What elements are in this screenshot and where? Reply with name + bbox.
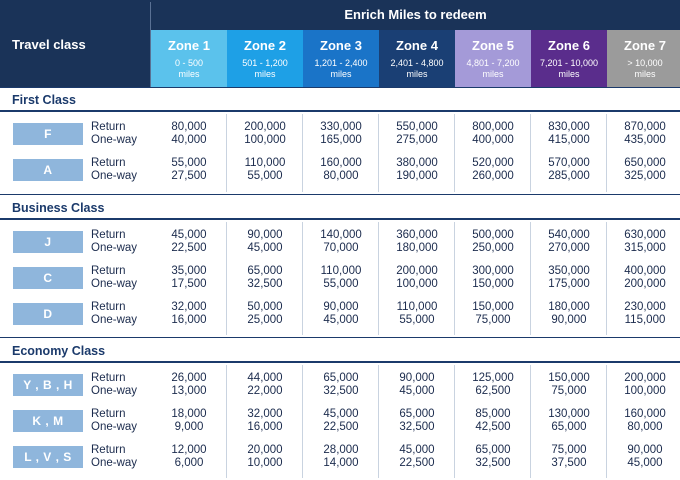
miles-cell xyxy=(227,444,303,470)
return-miles: 110,000 xyxy=(396,301,438,313)
section-divider xyxy=(0,194,680,195)
miles-cell xyxy=(379,229,455,255)
return-label: Return xyxy=(91,157,126,169)
oneway-miles: 14,000 xyxy=(323,457,359,469)
oneway-miles: 32,500 xyxy=(399,421,435,433)
return-miles: 230,000 xyxy=(624,301,666,313)
oneway-miles: 6,000 xyxy=(174,457,204,469)
return-miles: 200,000 xyxy=(624,372,666,384)
redeem-title: Enrich Miles to redeem xyxy=(344,7,487,22)
oneway-miles: 42,500 xyxy=(475,421,511,433)
miles-cell xyxy=(151,301,227,327)
oneway-label: One-way xyxy=(91,385,138,397)
oneway-miles: 275,000 xyxy=(396,134,438,146)
zone-name: Zone 7 xyxy=(624,38,666,53)
return-miles: 75,000 xyxy=(551,444,587,456)
return-miles: 20,000 xyxy=(247,444,283,456)
section-title: First Class xyxy=(12,93,76,107)
oneway-miles: 55,000 xyxy=(323,278,359,290)
trip-type-labels xyxy=(91,444,137,470)
oneway-miles: 65,000 xyxy=(551,421,587,433)
oneway-miles: 250,000 xyxy=(472,242,514,254)
booking-class-badge: F xyxy=(13,123,83,145)
zone-range: 7,201 - 10,000 xyxy=(539,58,599,68)
return-miles: 500,000 xyxy=(472,229,514,241)
zone-unit: miles xyxy=(406,69,428,79)
booking-class-badge: J xyxy=(13,231,83,253)
oneway-miles: 25,000 xyxy=(247,314,283,326)
oneway-miles: 62,500 xyxy=(475,385,511,397)
return-label: Return xyxy=(91,265,126,277)
oneway-miles: 190,000 xyxy=(396,170,438,182)
oneway-miles: 45,000 xyxy=(399,385,435,397)
return-miles: 35,000 xyxy=(171,265,207,277)
return-miles: 32,000 xyxy=(247,408,283,420)
oneway-miles: 80,000 xyxy=(323,170,359,182)
zone-unit: miles xyxy=(558,69,580,79)
return-miles: 150,000 xyxy=(472,301,514,313)
miles-cell xyxy=(607,444,680,470)
booking-class-badge: C xyxy=(13,267,83,289)
miles-cell xyxy=(303,372,379,398)
oneway-miles: 75,000 xyxy=(475,314,511,326)
oneway-miles: 285,000 xyxy=(548,170,590,182)
oneway-miles: 22,500 xyxy=(171,242,207,254)
miles-cell xyxy=(531,301,607,327)
return-miles: 85,000 xyxy=(475,408,511,420)
return-miles: 65,000 xyxy=(247,265,283,277)
return-miles: 300,000 xyxy=(472,265,514,277)
miles-cell xyxy=(303,444,379,470)
return-miles: 90,000 xyxy=(247,229,283,241)
miles-cell xyxy=(607,121,680,147)
miles-cell xyxy=(151,121,227,147)
miles-cell xyxy=(151,372,227,398)
miles-cell xyxy=(531,372,607,398)
miles-cell xyxy=(607,408,680,434)
oneway-label: One-way xyxy=(91,278,138,290)
trip-type-labels xyxy=(91,301,137,327)
return-miles: 110,000 xyxy=(320,265,362,277)
miles-cell xyxy=(531,121,607,147)
oneway-miles: 100,000 xyxy=(244,134,286,146)
booking-class-badge: D xyxy=(13,303,83,325)
miles-cell xyxy=(227,408,303,434)
return-miles: 150,000 xyxy=(548,372,590,384)
return-miles: 110,000 xyxy=(244,157,286,169)
miles-cell xyxy=(379,301,455,327)
zone-name: Zone 2 xyxy=(244,38,286,53)
miles-cell xyxy=(607,229,680,255)
return-miles: 650,000 xyxy=(624,157,666,169)
return-miles: 125,000 xyxy=(472,372,514,384)
oneway-miles: 260,000 xyxy=(472,170,514,182)
zone-name: Zone 3 xyxy=(320,38,362,53)
zone-header-4 xyxy=(379,30,455,87)
miles-cell xyxy=(303,265,379,291)
miles-cell xyxy=(227,372,303,398)
miles-cell xyxy=(607,265,680,291)
zone-range: 501 - 1,200 xyxy=(242,58,288,68)
zone-header-1 xyxy=(151,30,227,87)
return-miles: 870,000 xyxy=(624,121,666,133)
return-label: Return xyxy=(91,444,126,456)
zone-name: Zone 1 xyxy=(168,38,210,53)
miles-cell xyxy=(379,157,455,183)
return-miles: 130,000 xyxy=(548,408,590,420)
return-label: Return xyxy=(91,229,126,241)
oneway-miles: 32,500 xyxy=(475,457,511,469)
return-miles: 160,000 xyxy=(320,157,362,169)
miles-cell xyxy=(455,265,531,291)
oneway-label: One-way xyxy=(91,314,138,326)
miles-cell xyxy=(455,157,531,183)
miles-cell xyxy=(227,301,303,327)
return-miles: 330,000 xyxy=(320,121,362,133)
oneway-label: One-way xyxy=(91,134,138,146)
miles-cell xyxy=(607,301,680,327)
oneway-miles: 22,000 xyxy=(247,385,283,397)
zone-unit: miles xyxy=(330,69,352,79)
oneway-miles: 9,000 xyxy=(174,421,204,433)
return-miles: 180,000 xyxy=(548,301,590,313)
trip-type-labels xyxy=(91,408,137,434)
oneway-miles: 115,000 xyxy=(624,314,666,326)
zone-range: 0 - 500 xyxy=(174,58,204,68)
oneway-miles: 150,000 xyxy=(472,278,514,290)
miles-cell xyxy=(379,444,455,470)
oneway-miles: 325,000 xyxy=(624,170,666,182)
return-miles: 90,000 xyxy=(627,444,663,456)
section-divider xyxy=(0,337,680,338)
return-miles: 44,000 xyxy=(247,372,283,384)
return-miles: 380,000 xyxy=(396,157,438,169)
zone-range: 4,801 - 7,200 xyxy=(466,58,520,68)
miles-cell xyxy=(379,372,455,398)
miles-cell xyxy=(151,229,227,255)
return-miles: 45,000 xyxy=(171,229,207,241)
oneway-miles: 13,000 xyxy=(171,385,207,397)
oneway-miles: 175,000 xyxy=(548,278,590,290)
oneway-miles: 70,000 xyxy=(323,242,359,254)
return-miles: 26,000 xyxy=(171,372,207,384)
zone-range: 2,401 - 4,800 xyxy=(390,58,444,68)
oneway-miles: 55,000 xyxy=(247,170,283,182)
miles-cell xyxy=(303,229,379,255)
miles-cell xyxy=(151,408,227,434)
miles-cell xyxy=(151,265,227,291)
miles-cell xyxy=(227,229,303,255)
return-miles: 800,000 xyxy=(472,121,514,133)
return-miles: 80,000 xyxy=(171,121,207,133)
section-title: Business Class xyxy=(12,201,105,215)
miles-cell xyxy=(455,372,531,398)
return-miles: 400,000 xyxy=(624,265,666,277)
zone-unit: miles xyxy=(482,69,504,79)
return-miles: 550,000 xyxy=(396,121,438,133)
return-miles: 18,000 xyxy=(171,408,207,420)
booking-class-badge: K , M xyxy=(13,410,83,432)
booking-class-badge: A xyxy=(13,159,83,181)
oneway-miles: 55,000 xyxy=(399,314,435,326)
miles-cell xyxy=(455,301,531,327)
zone-name: Zone 5 xyxy=(472,38,514,53)
return-miles: 520,000 xyxy=(472,157,514,169)
trip-type-labels xyxy=(91,157,137,183)
return-label: Return xyxy=(91,372,126,384)
oneway-miles: 100,000 xyxy=(396,278,438,290)
return-label: Return xyxy=(91,121,126,133)
return-miles: 32,000 xyxy=(171,301,207,313)
zone-name: Zone 6 xyxy=(548,38,590,53)
oneway-miles: 40,000 xyxy=(171,134,207,146)
miles-cell xyxy=(379,265,455,291)
oneway-miles: 75,000 xyxy=(551,385,587,397)
miles-cell xyxy=(531,265,607,291)
section-divider xyxy=(0,218,680,220)
oneway-miles: 400,000 xyxy=(472,134,514,146)
oneway-miles: 27,500 xyxy=(171,170,207,182)
oneway-miles: 165,000 xyxy=(320,134,362,146)
trip-type-labels xyxy=(91,265,137,291)
zone-name: Zone 4 xyxy=(396,38,438,53)
section-divider xyxy=(0,110,680,112)
oneway-label: One-way xyxy=(91,242,138,254)
section-title: Economy Class xyxy=(12,344,106,358)
return-miles: 570,000 xyxy=(548,157,590,169)
return-miles: 540,000 xyxy=(548,229,590,241)
return-miles: 65,000 xyxy=(323,372,359,384)
oneway-miles: 180,000 xyxy=(396,242,438,254)
return-miles: 350,000 xyxy=(548,265,590,277)
zone-header-6 xyxy=(531,30,607,87)
return-miles: 90,000 xyxy=(323,301,359,313)
oneway-miles: 415,000 xyxy=(548,134,590,146)
miles-cell xyxy=(303,121,379,147)
return-miles: 65,000 xyxy=(399,408,435,420)
trip-type-labels xyxy=(91,121,137,147)
oneway-miles: 45,000 xyxy=(247,242,283,254)
return-miles: 160,000 xyxy=(624,408,666,420)
miles-cell xyxy=(303,157,379,183)
oneway-miles: 32,500 xyxy=(247,278,283,290)
return-miles: 630,000 xyxy=(624,229,666,241)
zone-range: > 10,000 xyxy=(627,58,663,68)
return-miles: 90,000 xyxy=(399,372,435,384)
return-miles: 140,000 xyxy=(320,229,362,241)
oneway-miles: 32,500 xyxy=(323,385,359,397)
miles-cell xyxy=(455,121,531,147)
zone-header-7 xyxy=(607,30,680,87)
miles-cell xyxy=(531,444,607,470)
return-miles: 200,000 xyxy=(244,121,286,133)
miles-cell xyxy=(379,121,455,147)
miles-cell xyxy=(303,301,379,327)
return-label: Return xyxy=(91,301,126,313)
miles-cell xyxy=(227,157,303,183)
miles-cell xyxy=(455,444,531,470)
miles-cell xyxy=(607,372,680,398)
return-miles: 50,000 xyxy=(247,301,283,313)
oneway-miles: 315,000 xyxy=(624,242,666,254)
oneway-miles: 16,000 xyxy=(247,421,283,433)
miles-cell xyxy=(455,408,531,434)
trip-type-labels xyxy=(91,372,137,398)
return-label: Return xyxy=(91,408,126,420)
oneway-label: One-way xyxy=(91,170,138,182)
oneway-miles: 45,000 xyxy=(323,314,359,326)
miles-cell xyxy=(531,408,607,434)
trip-type-labels xyxy=(91,229,137,255)
return-miles: 65,000 xyxy=(475,444,511,456)
miles-cell xyxy=(227,121,303,147)
return-miles: 830,000 xyxy=(548,121,590,133)
booking-class-badge: L , V , S xyxy=(13,446,83,468)
miles-cell xyxy=(151,444,227,470)
oneway-miles: 16,000 xyxy=(171,314,207,326)
oneway-miles: 22,500 xyxy=(323,421,359,433)
return-miles: 12,000 xyxy=(171,444,207,456)
return-miles: 45,000 xyxy=(323,408,359,420)
section-divider xyxy=(0,87,680,88)
oneway-miles: 17,500 xyxy=(171,278,207,290)
miles-cell xyxy=(531,229,607,255)
miles-cell xyxy=(227,265,303,291)
zone-header-5 xyxy=(455,30,531,87)
return-miles: 360,000 xyxy=(396,229,438,241)
oneway-miles: 200,000 xyxy=(624,278,666,290)
oneway-miles: 435,000 xyxy=(624,134,666,146)
return-miles: 45,000 xyxy=(399,444,435,456)
oneway-label: One-way xyxy=(91,457,138,469)
oneway-miles: 10,000 xyxy=(247,457,283,469)
oneway-miles: 90,000 xyxy=(551,314,587,326)
miles-cell xyxy=(151,157,227,183)
zone-unit: miles xyxy=(634,69,656,79)
zone-unit: miles xyxy=(254,69,276,79)
miles-cell xyxy=(303,408,379,434)
return-miles: 55,000 xyxy=(171,157,207,169)
oneway-miles: 270,000 xyxy=(548,242,590,254)
oneway-miles: 22,500 xyxy=(399,457,435,469)
miles-cell xyxy=(379,408,455,434)
miles-cell xyxy=(455,229,531,255)
booking-class-badge: Y , B , H xyxy=(13,374,83,396)
zone-unit: miles xyxy=(178,69,200,79)
zone-header-2 xyxy=(227,30,303,87)
oneway-miles: 45,000 xyxy=(627,457,663,469)
zone-header-3 xyxy=(303,30,379,87)
return-miles: 28,000 xyxy=(323,444,359,456)
zone-range: 1,201 - 2,400 xyxy=(314,58,368,68)
miles-cell xyxy=(607,157,680,183)
section-divider xyxy=(0,361,680,363)
oneway-miles: 100,000 xyxy=(624,385,666,397)
oneway-miles: 80,000 xyxy=(627,421,663,433)
oneway-label: One-way xyxy=(91,421,138,433)
miles-cell xyxy=(531,157,607,183)
return-miles: 200,000 xyxy=(396,265,438,277)
travel-class-header: Travel class xyxy=(12,37,86,52)
oneway-miles: 37,500 xyxy=(551,457,587,469)
